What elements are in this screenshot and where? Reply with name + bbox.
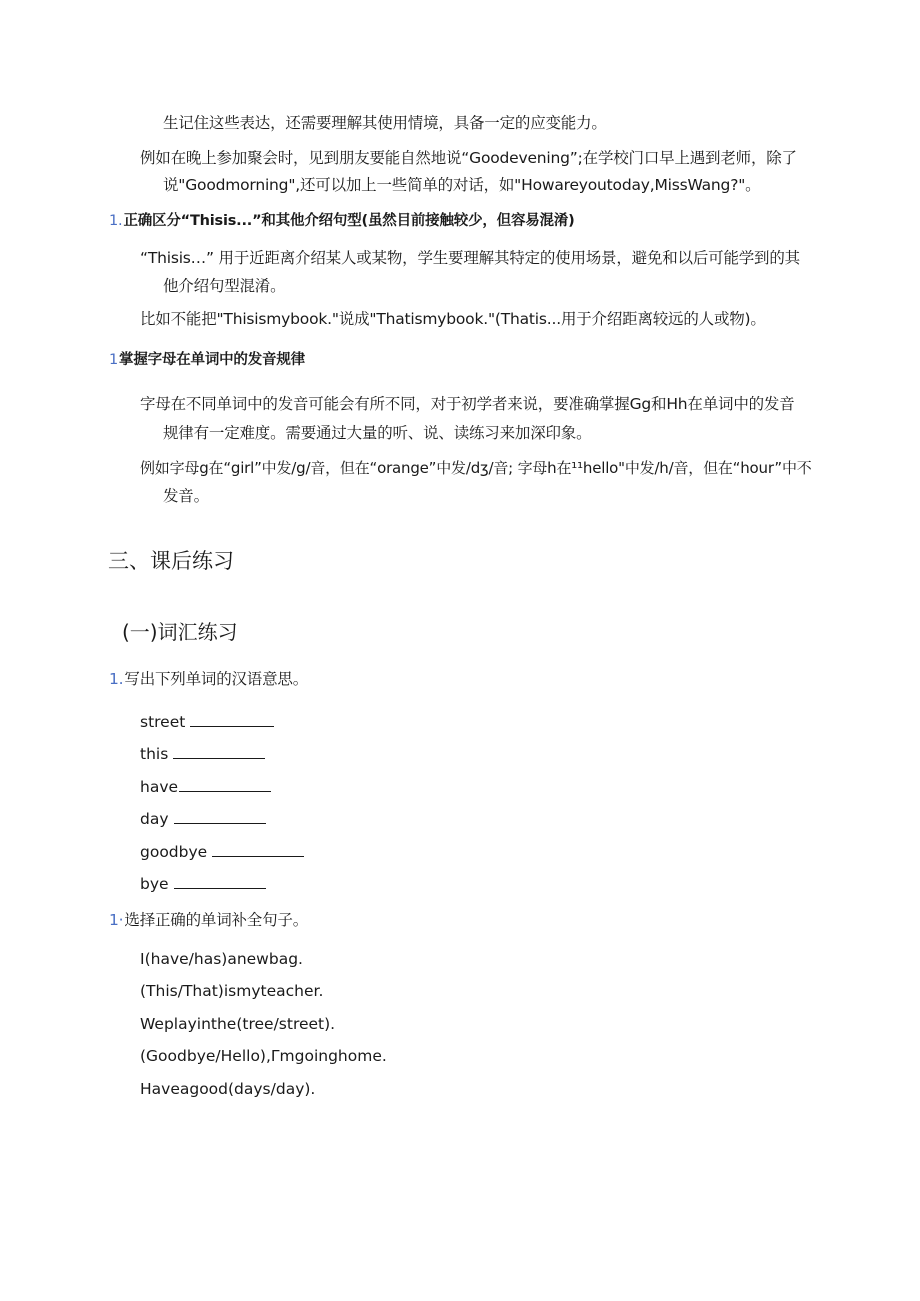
answer-blank[interactable] bbox=[212, 842, 304, 857]
vocab-word: street bbox=[140, 713, 186, 731]
point-this-is-heading bbox=[109, 211, 575, 231]
point-pronunciation-body-line-2: 规律有一定难度。需要通过大量的听、说、读练习来加深印象。 bbox=[163, 424, 592, 442]
vocab-item bbox=[140, 777, 271, 797]
point-this-is-body-line-1: “Thisis…” 用于近距离介绍某人或某物，学生要理解其特定的使用场景，避免和以后可能学到的其 bbox=[140, 249, 800, 267]
point-this-is-body-line-2: 他介绍句型混淆。 bbox=[163, 277, 286, 295]
point-this-is-example: 比如不能把"Thisismybook."说成"Thatismybook."(Thatis...用于介绍距离较远的人或物)。 bbox=[140, 310, 766, 328]
example-paragraph-line-2: 说"Goodmorning",还可以加上一些简单的对话，如"Howareyoutoday,MissWang?"。 bbox=[163, 176, 761, 194]
answer-blank[interactable] bbox=[174, 809, 266, 824]
point-pronunciation-example-line-2: 发音。 bbox=[163, 487, 209, 505]
vocab-item bbox=[140, 712, 274, 732]
section-title: 三、课后练习 bbox=[108, 549, 234, 573]
point-pronunciation-heading bbox=[109, 350, 305, 370]
point-number: 1. bbox=[109, 213, 123, 229]
fill-in-sentence: Weplayinthe(tree/street). bbox=[140, 1015, 336, 1033]
vocab-item bbox=[140, 874, 266, 894]
point-pronunciation-body-line-1: 字母在不同单词中的发音可能会有所不同，对于初学者来说，要准确掌握Gg和Hh在单词中的发音 bbox=[140, 395, 795, 413]
vocab-word: this bbox=[140, 745, 169, 763]
vocab-word: goodbye bbox=[140, 843, 208, 861]
fill-in-sentence: (This/That)ismyteacher. bbox=[140, 982, 324, 1000]
point-pronunciation-example-line-1: 例如字母g在“girl”中发/g/音，但在“orange”中发/dʒ/音; 字母h在¹¹hello"中发/h/音，但在“hour”中不 bbox=[140, 459, 812, 477]
intro-paragraph-line: 生记住这些表达，还需要理解其使用情境，具备一定的应变能力。 bbox=[163, 114, 607, 132]
point-number: 1 bbox=[109, 352, 119, 368]
question-number: 1. bbox=[109, 670, 124, 688]
vocab-item bbox=[140, 744, 265, 764]
fill-in-sentence: I(have/has)anewbag. bbox=[140, 950, 303, 968]
vocab-item bbox=[140, 809, 266, 829]
fill-in-sentence: Haveagood(days/day). bbox=[140, 1080, 316, 1098]
question-number: 1· bbox=[109, 911, 124, 929]
fill-in-sentence: (Goodbye/Hello),Γmgoinghome. bbox=[140, 1047, 387, 1065]
answer-blank[interactable] bbox=[190, 712, 274, 727]
vocab-item bbox=[140, 842, 304, 862]
vocab-word: day bbox=[140, 810, 169, 828]
vocab-word: bye bbox=[140, 875, 169, 893]
question-2-prompt bbox=[109, 910, 308, 930]
answer-blank[interactable] bbox=[179, 777, 271, 792]
example-paragraph-line-1: 例如在晚上参加聚会时，见到朋友要能自然地说“Goodevening”;在学校门口早上遇到老师，除了 bbox=[140, 149, 797, 167]
question-1-prompt bbox=[109, 669, 308, 689]
point-heading-text: 正确区分“Thisis...”和其他介绍句型(虽然目前接触较少，但容易混淆) bbox=[123, 213, 575, 229]
answer-blank[interactable] bbox=[174, 874, 266, 889]
subsection-title: (一)词汇练习 bbox=[122, 620, 238, 644]
question-prompt-text: 写出下列单词的汉语意思。 bbox=[124, 670, 308, 688]
point-heading-text: 掌握字母在单词中的发音规律 bbox=[119, 352, 305, 368]
answer-blank[interactable] bbox=[173, 744, 265, 759]
vocab-word: have bbox=[140, 778, 179, 796]
question-prompt-text: 选择正确的单词补全句子。 bbox=[124, 911, 308, 929]
